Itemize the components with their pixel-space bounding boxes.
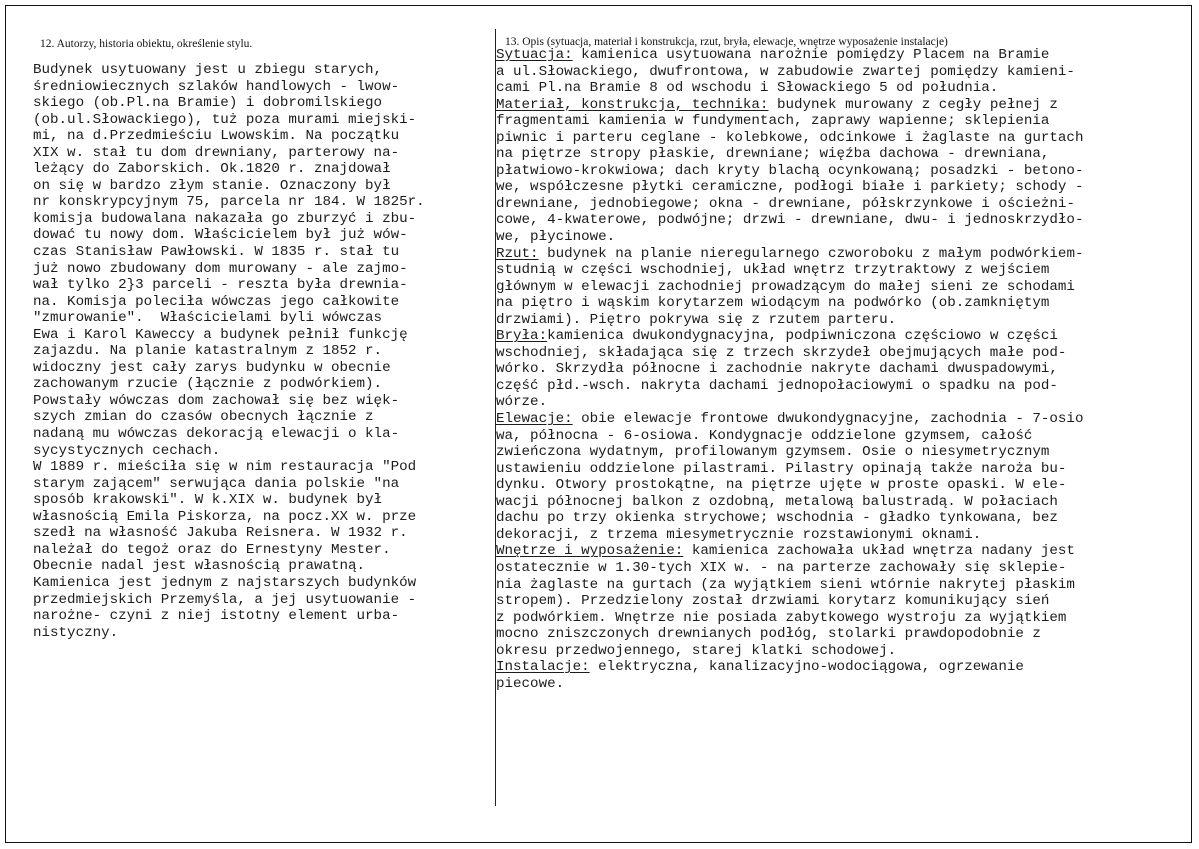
description-text: drewniane, jednobiegowe; okna - drewniane, półskrzynkowe i ościeżni- <box>496 195 1075 212</box>
history-line: on się w bardzo złym stanie. Oznaczony był <box>33 177 391 194</box>
description-line <box>496 295 1083 312</box>
history-line: "zmurowanie". Właścicielami byli wówczas <box>33 310 383 327</box>
description-text: kamienica dwukondygnacyjna, podpiwniczona częściowo w części <box>547 328 1058 345</box>
description-text: z podwórkiem. Wnętrze nie posiada zabytkowego wystroju za wyjątkiem <box>496 609 1067 626</box>
description-line <box>496 378 1083 395</box>
history-line: zachowanym rzucie (łącznie z podwórkiem). <box>33 376 383 393</box>
description-line <box>496 262 1083 279</box>
description-line <box>496 593 1083 610</box>
history-line: leżący do Zaborskich. Ok.1820 r. znajdował <box>33 161 391 178</box>
history-line: Ewa i Karol Kaweccy a budynek pełnił funkcję <box>33 326 408 343</box>
description-line <box>496 676 1083 693</box>
history-line: Kamienica jest jednym z najstarszych budynków <box>33 574 417 591</box>
description-line <box>496 328 1083 345</box>
description-line <box>496 543 1083 560</box>
description-text: zwieńczona wydatnym, profilowanym gzymsem. Osie o niesymetrycznym <box>496 444 1050 461</box>
description-line <box>496 394 1083 411</box>
description-line <box>496 428 1083 445</box>
description-text: fragmentami kamienia w fundymentach, zaprawy wapienne; sklepienia <box>496 113 1050 130</box>
description-text: cowe, 4-kwaterowe, podwójne; drzwi - drewniane, dwu- i jednoskrzydło- <box>496 212 1084 229</box>
history-line: już nowo zbudowany dom murowany - ale zajmo- <box>33 260 408 277</box>
description-text: na piętrze stropy płaskie, drewniane; więźba dachowa - drewniana, <box>496 146 1050 163</box>
description-text: głównym w elewacji zachodniej prowadzącym do małej sieni ze schodami <box>496 278 1075 295</box>
section-label: Elewacje: <box>496 411 573 428</box>
description-line <box>496 80 1083 97</box>
description-text: mocno zniszczonych drewnianych podłóg, stolarki prawdopodobnie z <box>496 626 1041 643</box>
history-line: komisja budowalana nakazała go zburzyć i zbu- <box>33 210 417 227</box>
history-line: przedmiejskich Przemyśla, a jej usytuowanie - <box>33 591 417 608</box>
history-line: W 1889 r. mieściła się w nim restauracja "Pod <box>33 459 417 476</box>
description-line <box>496 361 1083 378</box>
description-line <box>496 212 1083 229</box>
description-line <box>496 610 1083 627</box>
history-line: narożne- czyni z niej istotny element urba- <box>33 608 400 625</box>
history-line: dować tu nowy dom. Właścicielem był już wów- <box>33 227 408 244</box>
history-line: widoczny jest cały zarys budynku w obecnie <box>33 359 391 376</box>
description-line <box>496 146 1083 163</box>
section-label: Bryła: <box>496 328 548 345</box>
description-text: ostatecznie w 1.30-tych XIX w. - na parterze zachowały się sklepie- <box>496 559 1067 576</box>
history-line: czas Stanisław Pawłowski. W 1835 r. stał tu <box>33 244 400 261</box>
history-line: sycystycznych cechach. <box>33 442 221 459</box>
section-label: Rzut: <box>496 245 539 262</box>
description-line <box>496 577 1083 594</box>
description-text: budynek na planie nieregularnego czworoboku z małym podwórkiem- <box>538 245 1084 262</box>
description-text: kamienica usytuowana narożnie pomiędzy Placem na Bramie <box>572 47 1050 63</box>
description-line <box>496 494 1083 511</box>
history-line: nr konskrypcyjnym 75, parcela nr 184. W 1825r. <box>33 194 425 211</box>
history-line: sposób krakowski". W k.XIX w. budynek był <box>33 492 383 509</box>
description-text: płatwiowo-krokwiowa; dach kryty blachą ocynkowaną; posadzki - betono- <box>496 162 1084 179</box>
description-text: studnią w części wschodniej, układ wnętrz trzytraktowy z wejściem <box>496 262 1050 279</box>
description-line <box>496 229 1083 246</box>
history-line: własnością Emila Piskorza, na pocz.XX w. prze <box>33 508 417 525</box>
description-text: elektryczna, kanalizacyjno-wodociągowa, ogrzewanie <box>589 659 1024 676</box>
history-line: Powstały wówczas dom zachował się bez więk- <box>33 392 400 409</box>
history-line: szedł na własność Jakuba Reisnera. W 1932 r. <box>33 525 408 542</box>
description-line <box>496 279 1083 296</box>
section-label: Wnętrze i wyposażenie: <box>496 543 684 560</box>
section-label: Sytuacja: <box>496 47 573 63</box>
history-line: (ob.ul.Słowackiego), tuż poza murami miejski- <box>33 111 417 128</box>
section-label: Instalacje: <box>496 659 590 676</box>
description-text: nia żaglaste na gurtach (za wyjątkiem sieni wtórnie nakrytej płaskim <box>496 576 1075 593</box>
description-line <box>496 246 1083 263</box>
description-text: ustawieniu oddzielone pilastrami. Pilastry opinają także naroża bu- <box>496 460 1067 477</box>
description-line <box>496 461 1083 478</box>
description-text: wschodniej, składająca się z trzech skrzydeł obejmujących małe pod- <box>496 344 1067 361</box>
history-line: Obecnie nadal jest własnością prawatną. <box>33 558 366 575</box>
history-line: wał tylko 2}3 parceli - reszta była drewnia- <box>33 277 408 294</box>
description-line <box>496 477 1083 494</box>
description-text: budynek murowany z cegły pełnej z <box>768 96 1058 113</box>
description-text-column <box>496 47 1083 692</box>
description-line <box>496 510 1083 527</box>
description-line <box>496 643 1083 660</box>
history-line: Budynek usytuowany jest u zbiegu starych, <box>33 62 383 78</box>
description-line <box>496 196 1083 213</box>
description-text: dachu po trzy okienka strychowe; wschodnia - gładko tynkowana, bez <box>496 510 1058 527</box>
description-line <box>496 345 1083 362</box>
description-line <box>496 47 1083 64</box>
description-line <box>496 411 1083 428</box>
description-text: obie elewacje frontowe dwukondygnacyjne, zachodnia - 7-osio <box>572 411 1084 428</box>
history-line: nistyczny. <box>33 624 119 641</box>
history-line: na. Komisja poleciła wówczas jego całkowite <box>33 293 400 310</box>
description-text: we, płycinowe. <box>496 229 616 246</box>
description-line <box>496 130 1083 147</box>
description-text: dekoracji, z trzema miesymetrycznie rozstawionymi oknami. <box>496 526 982 543</box>
history-line: skiego (ob.Pl.na Bramie) i dobromilskiego <box>33 95 383 112</box>
section-label: Materiał, konstrukcja, technika: <box>496 96 769 113</box>
history-line: należał do tegoż oraz do Ernestyny Mester. <box>33 541 391 558</box>
description-line <box>496 179 1083 196</box>
description-text: piwnic i parteru ceglane - kolebkowe, odcinkowe i żaglaste na gurtach <box>496 129 1084 146</box>
description-text: wa, północna - 6-osiowa. Kondygnacje oddzielone gzymsem, całość <box>496 427 1033 444</box>
history-line: szych zmian do czasów obecnych łącznie z <box>33 409 374 426</box>
description-text: na piętro i wąskim korytarzem wiodącym na podwórko (ob.zamkniętym <box>496 295 1050 312</box>
description-text: piecowe. <box>496 675 565 692</box>
description-line <box>496 64 1083 81</box>
description-line <box>496 444 1083 461</box>
history-line: XIX w. stał tu dom drewniany, parterowy na- <box>33 144 400 161</box>
description-line <box>496 312 1083 329</box>
history-line: starym zającem" serwująca dania polskie "na <box>33 475 400 492</box>
description-text: wórko. Skrzydła północne i zachodnie nakryte dachami dwuspadowymi, <box>496 361 1058 378</box>
description-text: okresu przedwojennego, starej klatki schodowej. <box>496 642 897 659</box>
description-line <box>496 163 1083 180</box>
description-text: cami Pl.na Bramie 8 od wschodu i Słowackiego 5 od południa. <box>496 80 999 97</box>
description-line <box>496 659 1083 676</box>
description-text: wórze. <box>496 394 548 411</box>
description-line <box>496 527 1083 544</box>
description-text: we, współczesne płytki ceramiczne, podłogi białe i parkiety; schody - <box>496 179 1084 196</box>
history-line: średniowiecznych szlaków handlowych - lwow- <box>33 78 400 95</box>
description-line <box>496 113 1083 130</box>
description-text: kamienica zachowała układ wnętrza nadany jest <box>683 543 1075 560</box>
description-text: dynku. Otwory prostokątne, na piętrze ujęte w proste opaski. W ele- <box>496 477 1067 494</box>
history-line: mi, na d.Przedmieściu Lwowskim. Na początku <box>33 128 400 145</box>
section-13-header: 13. Opis (sytuacja, materiał i konstrukcja, rzut, bryła, elewacje, wnętrze wyposażenie instalacje) <box>505 36 948 48</box>
description-text: wacji północnej balkon z ozdobną, metalową balustradą. W połaciach <box>496 493 1058 510</box>
description-line <box>496 560 1083 577</box>
history-line: zajazdu. Na planie katastralnym z 1852 r. <box>33 343 383 360</box>
description-line <box>496 97 1083 114</box>
description-text: część płd.-wsch. nakryta dachami jednopołaciowymi o spadku na pod- <box>496 377 1058 394</box>
history-text-column <box>33 62 425 641</box>
section-12-header: 12. Autorzy, historia obiektu, określenie stylu. <box>40 38 253 50</box>
description-text: a ul.Słowackiego, dwufrontowa, w zabudowie zwartej pomiędzy kamieni- <box>496 63 1075 80</box>
description-text: drzwiami). Piętro pokrywa się z rzutem parteru. <box>496 311 897 328</box>
description-line <box>496 626 1083 643</box>
history-line: nadaną mu wówczas dekoracją elewacji o kla- <box>33 426 400 443</box>
description-text: stropem). Przedzielony został drzwiami korytarz komunikujący sień <box>496 593 1050 610</box>
